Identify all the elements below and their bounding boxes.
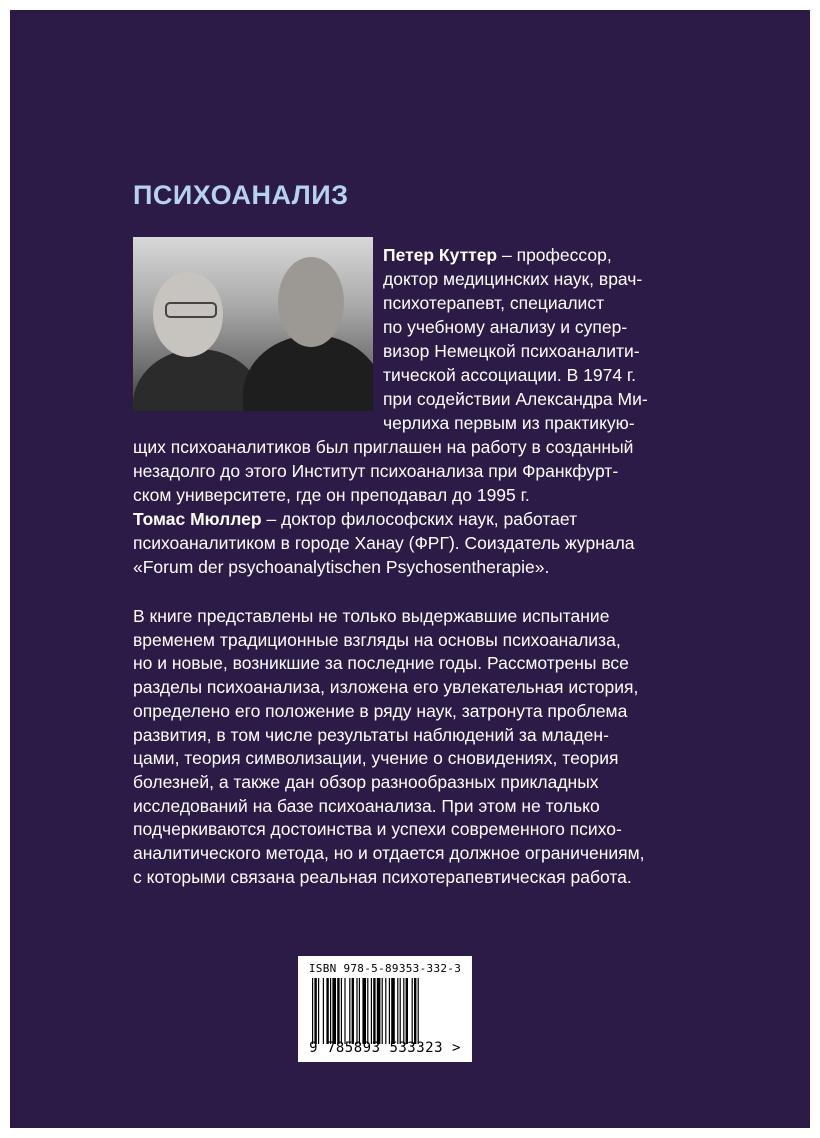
description-line: но и новые, возникшие за последние годы. Рассмотрены все [133, 653, 629, 674]
authors-photo [133, 237, 373, 411]
description-line: подчеркиваются достоинства и успехи современного психо- [133, 819, 622, 840]
authors-bio-right [383, 243, 713, 435]
description-line: аналитического метода, но и отдается должное ограничениям, [133, 843, 645, 864]
description-line: временем традиционные взгляды на основы психоанализа, [133, 629, 621, 650]
description-line: исследований на базе психоанализа. При этом не только [133, 795, 600, 816]
bio-line: щих психоаналитиков был приглашен на работу в созданный [133, 437, 634, 457]
bio-line: «Forum der psychoanalytischen Psychosentherapie». [133, 557, 550, 577]
description-line: развития, в том числе результаты наблюдений за младен- [133, 724, 609, 745]
isbn-label: ISBN 978-5-89353-332-3 [308, 962, 462, 975]
barcode-digits: 9 785893 533323 > [309, 1040, 461, 1056]
bio-line: черлиха первым из практикую- [383, 413, 635, 433]
photo-head-right [278, 257, 344, 347]
description-line: с которыми связана реальная психотерапевтическая работа. [133, 866, 632, 887]
bio-line: по учебному анализу и супер- [383, 317, 628, 337]
bio-line: ском университете, где он преподавал до 1995 г. [133, 485, 530, 505]
description-line: разделы психоанализа, изложена его увлекательная история, [133, 677, 639, 698]
barcode-bars [312, 978, 456, 1044]
isbn-barcode [298, 956, 472, 1062]
bio-line: Томас Мюллер – доктор философских наук, работает [133, 509, 578, 529]
description-line: цами, теория символизации, учение о сновидениях, теория [133, 748, 619, 769]
book-description [133, 605, 713, 889]
photo-glasses [165, 302, 217, 318]
bio-line: незадолго до этого Институт психоанализа при Франкфурт- [133, 461, 619, 481]
bio-line: при содействии Александра Ми- [383, 389, 648, 409]
bio-line: психотерапевт, специалист [383, 293, 605, 313]
authors-bio-full [133, 435, 723, 579]
bio-line: визор Немецкой психоаналити- [383, 341, 640, 361]
description-line: определено его положение в ряду наук, затронута проблема [133, 700, 628, 721]
bio-line: доктор медицинских наук, врач- [383, 269, 643, 289]
description-line: В книге представлены не только выдержавшие испытание [133, 606, 610, 626]
bio-line: психоаналитиком в городе Ханау (ФРГ). Соиздатель журнала [133, 533, 635, 553]
book-title: ПСИХОАНАЛИЗ [133, 180, 349, 210]
bio-line: тической ассоциации. В 1974 г. [383, 365, 637, 385]
description-line: болезней, а также дан обзор разнообразных прикладных [133, 771, 599, 792]
bio-line: Петер Куттер – профессор, [383, 245, 612, 265]
book-back-cover [10, 10, 810, 1128]
